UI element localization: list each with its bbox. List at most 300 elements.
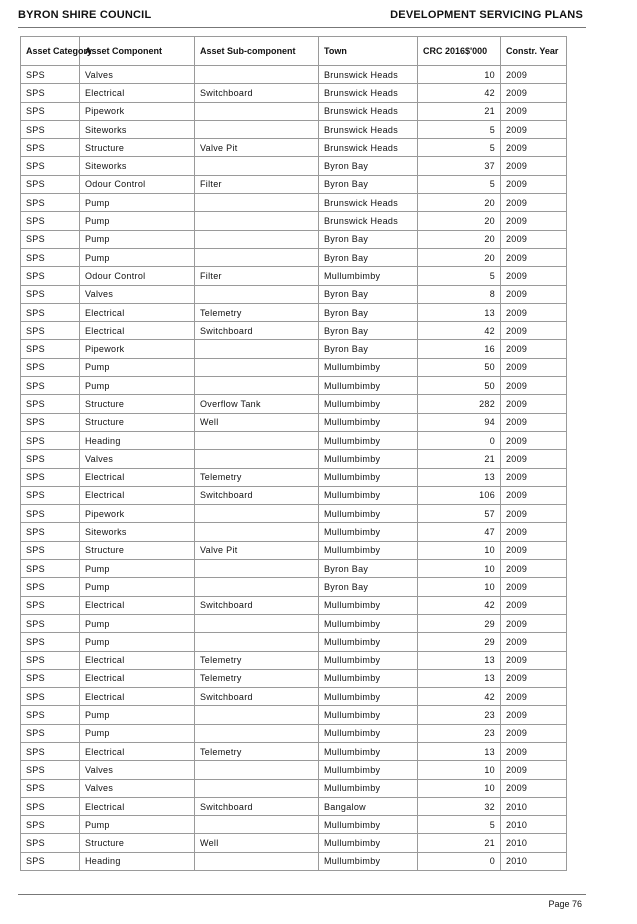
cell-asset-component: Pipework	[80, 102, 195, 120]
cell-constr-year: 2009	[501, 175, 567, 193]
table-row	[21, 267, 567, 285]
table-row	[21, 175, 567, 193]
cell-constr-year: 2009	[501, 322, 567, 340]
cell-crc: 5	[418, 175, 501, 193]
cell-constr-year: 2009	[501, 413, 567, 431]
cell-asset-category: SPS	[21, 633, 80, 651]
cell-asset-category: SPS	[21, 285, 80, 303]
column-header-asset-component: Asset Component	[80, 37, 195, 66]
cell-asset-sub-component: Switchboard	[195, 596, 319, 614]
table-header-row	[21, 37, 567, 66]
table-row	[21, 194, 567, 212]
cell-asset-sub-component: Valve Pit	[195, 139, 319, 157]
cell-asset-category: SPS	[21, 560, 80, 578]
cell-asset-component: Pump	[80, 706, 195, 724]
column-header-constr-year: Constr. Year	[501, 37, 567, 66]
cell-crc: 13	[418, 651, 501, 669]
cell-asset-component: Electrical	[80, 486, 195, 504]
council-title: BYRON SHIRE COUNCIL	[18, 9, 152, 21]
cell-asset-category: SPS	[21, 742, 80, 760]
cell-asset-sub-component	[195, 724, 319, 742]
cell-town: Mullumbimby	[319, 742, 418, 760]
cell-crc: 29	[418, 633, 501, 651]
cell-asset-sub-component	[195, 230, 319, 248]
cell-asset-category: SPS	[21, 688, 80, 706]
cell-constr-year: 2009	[501, 742, 567, 760]
cell-asset-category: SPS	[21, 523, 80, 541]
cell-asset-component: Electrical	[80, 303, 195, 321]
cell-asset-sub-component	[195, 212, 319, 230]
cell-asset-sub-component: Filter	[195, 175, 319, 193]
cell-town: Mullumbimby	[319, 651, 418, 669]
cell-crc: 42	[418, 596, 501, 614]
table-row	[21, 541, 567, 559]
cell-constr-year: 2009	[501, 285, 567, 303]
cell-constr-year: 2009	[501, 560, 567, 578]
cell-asset-sub-component	[195, 340, 319, 358]
cell-asset-component: Valves	[80, 66, 195, 84]
cell-asset-component: Pipework	[80, 505, 195, 523]
cell-constr-year: 2010	[501, 852, 567, 870]
cell-crc: 42	[418, 688, 501, 706]
table-row	[21, 633, 567, 651]
table-body	[21, 66, 567, 871]
cell-town: Mullumbimby	[319, 486, 418, 504]
cell-town: Mullumbimby	[319, 413, 418, 431]
cell-town: Mullumbimby	[319, 431, 418, 449]
asset-table	[20, 36, 567, 871]
table-row	[21, 596, 567, 614]
cell-constr-year: 2009	[501, 340, 567, 358]
cell-asset-category: SPS	[21, 175, 80, 193]
cell-constr-year: 2009	[501, 505, 567, 523]
cell-crc: 13	[418, 303, 501, 321]
cell-asset-component: Pump	[80, 230, 195, 248]
cell-town: Mullumbimby	[319, 724, 418, 742]
cell-town: Brunswick Heads	[319, 194, 418, 212]
cell-asset-component: Pump	[80, 358, 195, 376]
table-row	[21, 816, 567, 834]
cell-asset-sub-component	[195, 450, 319, 468]
cell-asset-sub-component: Telemetry	[195, 468, 319, 486]
cell-constr-year: 2009	[501, 614, 567, 632]
cell-asset-component: Electrical	[80, 688, 195, 706]
cell-asset-component: Heading	[80, 852, 195, 870]
cell-constr-year: 2009	[501, 651, 567, 669]
cell-asset-sub-component	[195, 377, 319, 395]
page-header	[18, 9, 583, 21]
cell-constr-year: 2009	[501, 431, 567, 449]
table-row	[21, 614, 567, 632]
cell-crc: 57	[418, 505, 501, 523]
table-row	[21, 102, 567, 120]
cell-constr-year: 2009	[501, 303, 567, 321]
table-row	[21, 742, 567, 760]
cell-asset-sub-component	[195, 614, 319, 632]
cell-asset-component: Structure	[80, 395, 195, 413]
cell-asset-category: SPS	[21, 797, 80, 815]
table-row	[21, 84, 567, 102]
table-row	[21, 66, 567, 84]
cell-crc: 5	[418, 816, 501, 834]
cell-asset-sub-component	[195, 560, 319, 578]
table-row	[21, 651, 567, 669]
cell-asset-sub-component: Switchboard	[195, 486, 319, 504]
cell-crc: 94	[418, 413, 501, 431]
cell-asset-sub-component: Overflow Tank	[195, 395, 319, 413]
cell-crc: 50	[418, 358, 501, 376]
cell-constr-year: 2010	[501, 797, 567, 815]
column-header-town: Town	[319, 37, 418, 66]
table-row	[21, 761, 567, 779]
cell-town: Mullumbimby	[319, 834, 418, 852]
cell-constr-year: 2009	[501, 450, 567, 468]
cell-crc: 23	[418, 706, 501, 724]
cell-asset-category: SPS	[21, 834, 80, 852]
cell-asset-category: SPS	[21, 505, 80, 523]
table-row	[21, 303, 567, 321]
cell-crc: 20	[418, 230, 501, 248]
cell-asset-sub-component: Switchboard	[195, 322, 319, 340]
cell-asset-component: Electrical	[80, 669, 195, 687]
cell-constr-year: 2009	[501, 541, 567, 559]
cell-constr-year: 2009	[501, 230, 567, 248]
cell-crc: 8	[418, 285, 501, 303]
cell-asset-sub-component: Switchboard	[195, 797, 319, 815]
cell-asset-category: SPS	[21, 66, 80, 84]
cell-asset-category: SPS	[21, 194, 80, 212]
cell-asset-component: Valves	[80, 450, 195, 468]
column-header-asset-sub-component: Asset Sub-component	[195, 37, 319, 66]
cell-asset-category: SPS	[21, 852, 80, 870]
cell-asset-category: SPS	[21, 779, 80, 797]
cell-town: Byron Bay	[319, 578, 418, 596]
cell-asset-component: Pump	[80, 560, 195, 578]
cell-asset-sub-component	[195, 706, 319, 724]
table-row	[21, 322, 567, 340]
table-row	[21, 724, 567, 742]
cell-asset-sub-component: Telemetry	[195, 669, 319, 687]
cell-town: Mullumbimby	[319, 614, 418, 632]
cell-asset-component: Electrical	[80, 797, 195, 815]
table-row	[21, 578, 567, 596]
cell-crc: 50	[418, 377, 501, 395]
table-row	[21, 212, 567, 230]
cell-asset-component: Odour Control	[80, 175, 195, 193]
cell-town: Mullumbimby	[319, 358, 418, 376]
cell-crc: 5	[418, 139, 501, 157]
cell-constr-year: 2009	[501, 212, 567, 230]
cell-asset-category: SPS	[21, 486, 80, 504]
cell-asset-category: SPS	[21, 84, 80, 102]
cell-asset-category: SPS	[21, 431, 80, 449]
table-row	[21, 230, 567, 248]
document-title: DEVELOPMENT SERVICING PLANS	[390, 9, 583, 21]
cell-constr-year: 2010	[501, 834, 567, 852]
cell-crc: 20	[418, 248, 501, 266]
cell-constr-year: 2009	[501, 395, 567, 413]
cell-town: Mullumbimby	[319, 267, 418, 285]
cell-crc: 42	[418, 84, 501, 102]
cell-town: Mullumbimby	[319, 688, 418, 706]
cell-crc: 16	[418, 340, 501, 358]
cell-asset-component: Pump	[80, 816, 195, 834]
cell-crc: 282	[418, 395, 501, 413]
cell-crc: 21	[418, 450, 501, 468]
table-row	[21, 413, 567, 431]
cell-town: Byron Bay	[319, 285, 418, 303]
cell-constr-year: 2009	[501, 377, 567, 395]
cell-crc: 10	[418, 66, 501, 84]
cell-constr-year: 2009	[501, 120, 567, 138]
cell-crc: 10	[418, 541, 501, 559]
page-number: Page 76	[548, 899, 582, 909]
cell-town: Byron Bay	[319, 157, 418, 175]
cell-asset-component: Siteworks	[80, 157, 195, 175]
cell-asset-component: Pump	[80, 614, 195, 632]
cell-asset-component: Pipework	[80, 340, 195, 358]
cell-asset-sub-component: Filter	[195, 267, 319, 285]
cell-crc: 13	[418, 742, 501, 760]
header-divider	[18, 27, 586, 28]
cell-asset-sub-component	[195, 102, 319, 120]
table-row	[21, 779, 567, 797]
cell-asset-component: Pump	[80, 724, 195, 742]
cell-asset-sub-component: Telemetry	[195, 742, 319, 760]
table-row	[21, 157, 567, 175]
cell-asset-sub-component	[195, 761, 319, 779]
cell-asset-sub-component: Switchboard	[195, 688, 319, 706]
table-row	[21, 358, 567, 376]
cell-crc: 13	[418, 669, 501, 687]
cell-asset-component: Electrical	[80, 84, 195, 102]
table-row	[21, 560, 567, 578]
cell-constr-year: 2009	[501, 358, 567, 376]
cell-constr-year: 2009	[501, 669, 567, 687]
cell-crc: 5	[418, 120, 501, 138]
cell-constr-year: 2009	[501, 139, 567, 157]
table-row	[21, 285, 567, 303]
table-row	[21, 706, 567, 724]
cell-town: Mullumbimby	[319, 505, 418, 523]
cell-constr-year: 2009	[501, 267, 567, 285]
cell-asset-component: Pump	[80, 578, 195, 596]
cell-asset-category: SPS	[21, 212, 80, 230]
cell-town: Bangalow	[319, 797, 418, 815]
cell-crc: 0	[418, 431, 501, 449]
table-row	[21, 486, 567, 504]
cell-town: Mullumbimby	[319, 377, 418, 395]
cell-town: Byron Bay	[319, 248, 418, 266]
cell-asset-category: SPS	[21, 706, 80, 724]
cell-town: Byron Bay	[319, 322, 418, 340]
cell-crc: 20	[418, 194, 501, 212]
cell-crc: 0	[418, 852, 501, 870]
cell-constr-year: 2009	[501, 468, 567, 486]
cell-asset-component: Siteworks	[80, 523, 195, 541]
cell-asset-component: Pump	[80, 377, 195, 395]
cell-town: Byron Bay	[319, 175, 418, 193]
cell-asset-component: Electrical	[80, 322, 195, 340]
table-row	[21, 834, 567, 852]
cell-asset-component: Electrical	[80, 651, 195, 669]
cell-town: Mullumbimby	[319, 669, 418, 687]
cell-asset-component: Pump	[80, 248, 195, 266]
cell-town: Brunswick Heads	[319, 212, 418, 230]
table-row	[21, 468, 567, 486]
cell-asset-component: Valves	[80, 285, 195, 303]
cell-constr-year: 2009	[501, 706, 567, 724]
cell-asset-component: Electrical	[80, 468, 195, 486]
table-row	[21, 852, 567, 870]
cell-asset-sub-component	[195, 779, 319, 797]
cell-town: Mullumbimby	[319, 523, 418, 541]
cell-asset-sub-component: Telemetry	[195, 303, 319, 321]
cell-town: Byron Bay	[319, 303, 418, 321]
cell-asset-category: SPS	[21, 322, 80, 340]
cell-asset-component: Pump	[80, 194, 195, 212]
cell-constr-year: 2009	[501, 596, 567, 614]
cell-town: Brunswick Heads	[319, 102, 418, 120]
cell-constr-year: 2009	[501, 724, 567, 742]
cell-asset-category: SPS	[21, 395, 80, 413]
cell-asset-component: Electrical	[80, 596, 195, 614]
cell-town: Mullumbimby	[319, 706, 418, 724]
column-header-asset-category: Asset Category	[21, 37, 80, 66]
cell-asset-category: SPS	[21, 120, 80, 138]
cell-asset-component: Structure	[80, 413, 195, 431]
cell-asset-category: SPS	[21, 157, 80, 175]
cell-town: Byron Bay	[319, 560, 418, 578]
cell-constr-year: 2009	[501, 84, 567, 102]
cell-town: Mullumbimby	[319, 779, 418, 797]
cell-asset-category: SPS	[21, 614, 80, 632]
cell-asset-category: SPS	[21, 541, 80, 559]
cell-asset-component: Odour Control	[80, 267, 195, 285]
cell-asset-category: SPS	[21, 377, 80, 395]
cell-asset-sub-component	[195, 505, 319, 523]
cell-asset-sub-component	[195, 157, 319, 175]
cell-asset-sub-component: Valve Pit	[195, 541, 319, 559]
cell-town: Mullumbimby	[319, 852, 418, 870]
table-row	[21, 340, 567, 358]
cell-town: Brunswick Heads	[319, 139, 418, 157]
cell-constr-year: 2009	[501, 779, 567, 797]
cell-town: Mullumbimby	[319, 450, 418, 468]
cell-town: Byron Bay	[319, 230, 418, 248]
cell-asset-component: Valves	[80, 779, 195, 797]
table-row	[21, 688, 567, 706]
table-row	[21, 377, 567, 395]
cell-asset-sub-component: Telemetry	[195, 651, 319, 669]
cell-crc: 32	[418, 797, 501, 815]
cell-asset-sub-component	[195, 633, 319, 651]
cell-asset-sub-component	[195, 248, 319, 266]
cell-asset-category: SPS	[21, 669, 80, 687]
cell-asset-category: SPS	[21, 413, 80, 431]
cell-constr-year: 2009	[501, 66, 567, 84]
cell-asset-category: SPS	[21, 248, 80, 266]
cell-asset-component: Valves	[80, 761, 195, 779]
cell-asset-sub-component: Well	[195, 413, 319, 431]
cell-asset-category: SPS	[21, 724, 80, 742]
table-row	[21, 431, 567, 449]
cell-asset-sub-component	[195, 852, 319, 870]
cell-crc: 106	[418, 486, 501, 504]
table-row	[21, 139, 567, 157]
cell-crc: 23	[418, 724, 501, 742]
cell-asset-category: SPS	[21, 651, 80, 669]
cell-asset-component: Heading	[80, 431, 195, 449]
cell-crc: 37	[418, 157, 501, 175]
cell-town: Mullumbimby	[319, 468, 418, 486]
cell-asset-sub-component	[195, 523, 319, 541]
cell-asset-category: SPS	[21, 450, 80, 468]
cell-town: Byron Bay	[319, 340, 418, 358]
cell-crc: 29	[418, 614, 501, 632]
cell-asset-category: SPS	[21, 267, 80, 285]
cell-crc: 21	[418, 102, 501, 120]
cell-town: Brunswick Heads	[319, 120, 418, 138]
cell-asset-component: Structure	[80, 139, 195, 157]
cell-asset-sub-component	[195, 358, 319, 376]
cell-asset-sub-component	[195, 66, 319, 84]
cell-constr-year: 2009	[501, 194, 567, 212]
cell-asset-category: SPS	[21, 230, 80, 248]
cell-constr-year: 2009	[501, 157, 567, 175]
cell-asset-category: SPS	[21, 139, 80, 157]
cell-asset-category: SPS	[21, 102, 80, 120]
cell-town: Mullumbimby	[319, 633, 418, 651]
column-header-crc: CRC 2016$'000	[418, 37, 501, 66]
cell-town: Mullumbimby	[319, 395, 418, 413]
cell-crc: 5	[418, 267, 501, 285]
table-row	[21, 450, 567, 468]
cell-asset-category: SPS	[21, 761, 80, 779]
cell-asset-category: SPS	[21, 358, 80, 376]
table-row	[21, 797, 567, 815]
cell-town: Brunswick Heads	[319, 66, 418, 84]
cell-asset-component: Structure	[80, 834, 195, 852]
cell-constr-year: 2009	[501, 486, 567, 504]
cell-crc: 13	[418, 468, 501, 486]
cell-asset-category: SPS	[21, 596, 80, 614]
cell-town: Mullumbimby	[319, 596, 418, 614]
cell-asset-sub-component	[195, 578, 319, 596]
cell-asset-sub-component	[195, 194, 319, 212]
table-row	[21, 395, 567, 413]
cell-asset-sub-component: Switchboard	[195, 84, 319, 102]
cell-town: Mullumbimby	[319, 761, 418, 779]
cell-constr-year: 2009	[501, 761, 567, 779]
cell-asset-category: SPS	[21, 816, 80, 834]
cell-asset-category: SPS	[21, 303, 80, 321]
cell-asset-category: SPS	[21, 340, 80, 358]
cell-constr-year: 2009	[501, 688, 567, 706]
cell-crc: 21	[418, 834, 501, 852]
cell-crc: 10	[418, 578, 501, 596]
cell-crc: 42	[418, 322, 501, 340]
cell-constr-year: 2009	[501, 248, 567, 266]
footer-divider	[18, 894, 586, 895]
cell-asset-sub-component	[195, 431, 319, 449]
cell-crc: 10	[418, 761, 501, 779]
table-row	[21, 505, 567, 523]
cell-asset-category: SPS	[21, 468, 80, 486]
cell-asset-component: Siteworks	[80, 120, 195, 138]
table-row	[21, 120, 567, 138]
cell-constr-year: 2009	[501, 578, 567, 596]
